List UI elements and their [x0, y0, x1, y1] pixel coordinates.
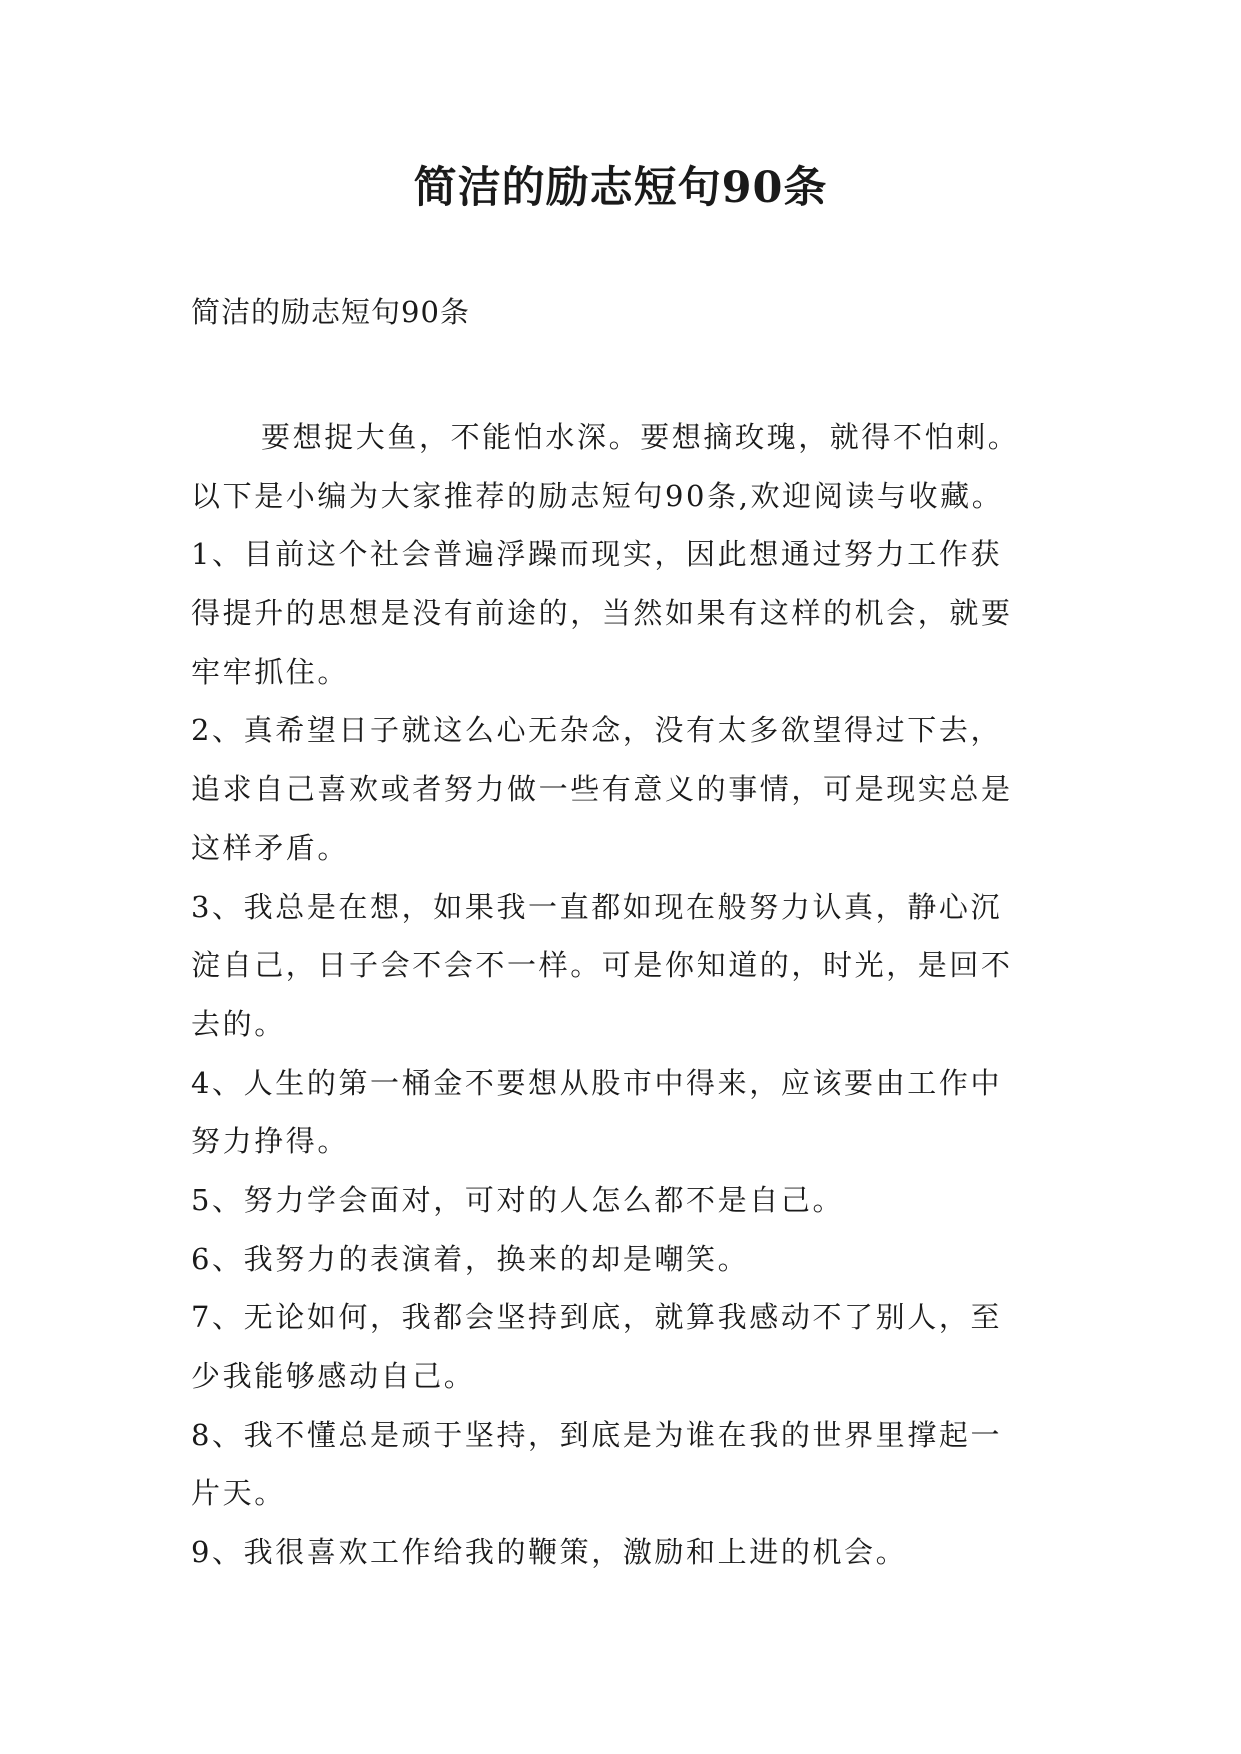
text-line: 努力挣得。 — [191, 1124, 350, 1159]
document-title: 简洁的励志短句90条 — [413, 163, 828, 213]
text-line: 牢牢抓住。 — [191, 654, 350, 689]
text-line: 9、我很喜欢工作给我的鞭策，激励和上进的机会。 — [191, 1535, 908, 1570]
text-line: 6、我努力的表演着，换来的却是嘲笑。 — [191, 1241, 750, 1276]
text-line: 2、真希望日子就这么心无杂念，没有太多欲望得过下去， — [191, 713, 1003, 748]
document-subtitle: 简洁的励志短句90条 — [191, 295, 470, 329]
text-line: 3、我总是在想，如果我一直都如现在般努力认真，静心沉 — [191, 889, 1003, 924]
text-line: 少我能够感动自己。 — [191, 1359, 476, 1393]
text-line: 4、人生的第一桶金不要想从股市中得来，应该要由工作中 — [191, 1065, 1003, 1100]
text-line: 这样矛盾。 — [191, 830, 350, 865]
text-line: 以下是小编为大家推荐的励志短句90条,欢迎阅读与收藏。 — [191, 478, 1004, 513]
text-line: 7、无论如何，我都会坚持到底，就算我感动不了别人，至 — [191, 1300, 1003, 1335]
text-line: 得提升的思想是没有前途的，当然如果有这样的机会，就要 — [191, 596, 1013, 631]
document-body — [191, 408, 1071, 1582]
text-line: 要想捉大鱼，不能怕水深。要想摘玫瑰，就得不怕刺。 — [261, 420, 1020, 454]
text-line: 片天。 — [191, 1476, 286, 1511]
text-line: 1、目前这个社会普遍浮躁而现实，因此想通过努力工作获 — [191, 537, 1003, 572]
text-line: 5、努力学会面对，可对的人怎么都不是自己。 — [191, 1182, 845, 1217]
text-line: 淀自己，日子会不会不一样。可是你知道的，时光，是回不 — [191, 948, 1013, 983]
text-line: 去的。 — [191, 1006, 286, 1041]
text-line: 追求自己喜欢或者努力做一些有意义的事情，可是现实总是 — [191, 772, 1013, 807]
text-line: 8、我不懂总是顽于坚持，到底是为谁在我的世界里撑起一 — [191, 1417, 1003, 1452]
